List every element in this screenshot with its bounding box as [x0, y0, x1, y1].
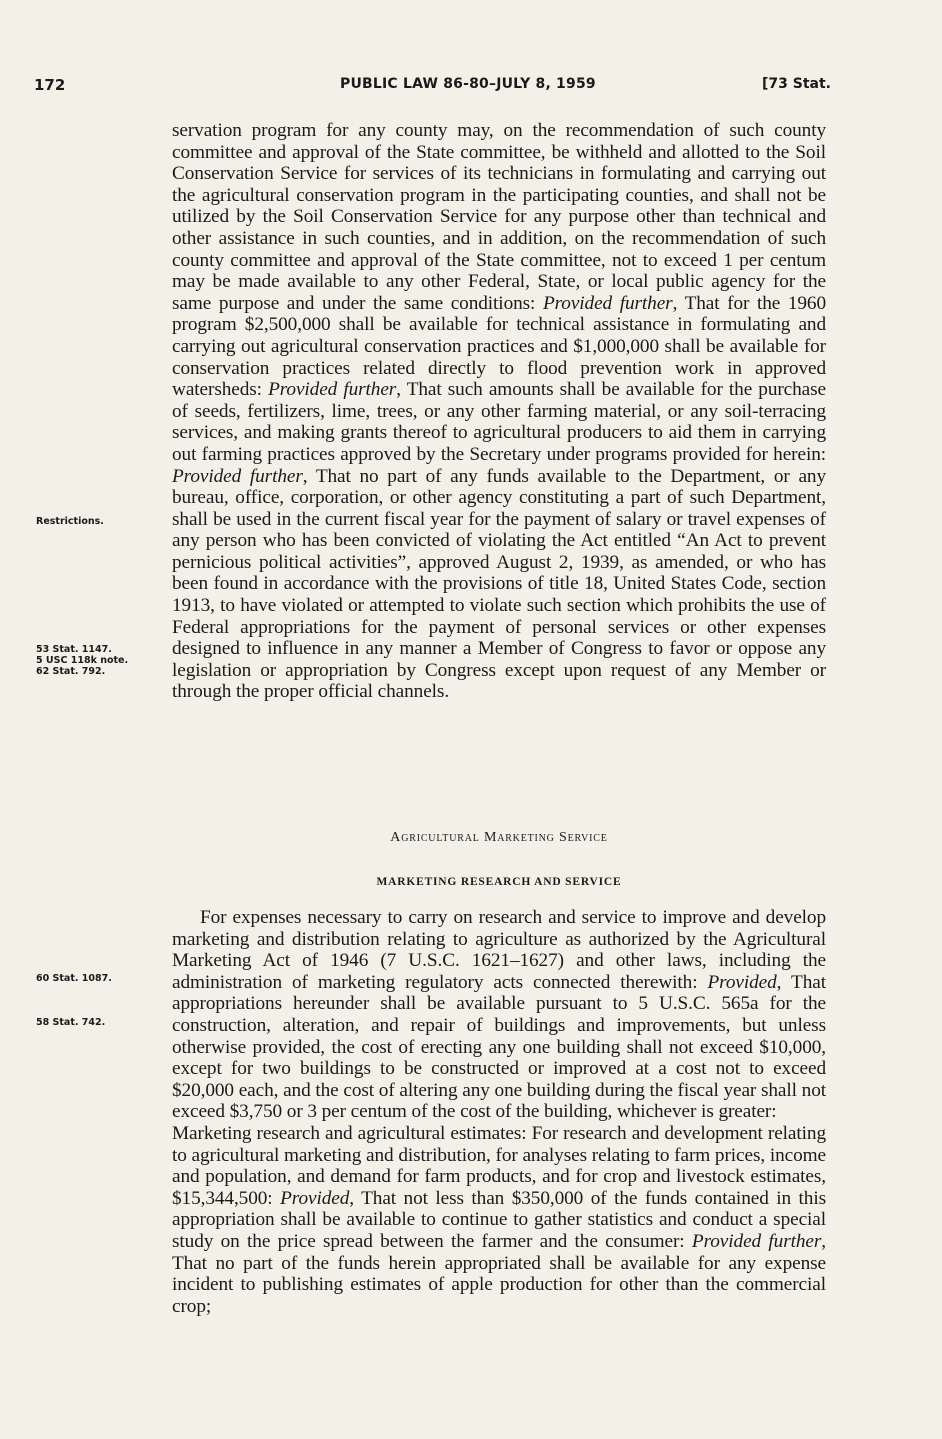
margin-note-citation-58-stat: 58 Stat. 742. [36, 1017, 106, 1028]
proviso-italic: Provided further [268, 379, 397, 401]
text-run: For expenses necessary to carry on research and service to improve and develop marketing and distribution relating to agriculture as authorized by the Agricultural Marketing Act of 1946 (7 U.S.C. 1621–1627) and other laws, including the administration of marketing regulatory acts connected therewith: [172, 907, 826, 993]
text-run: servation program for any county may, on the recommendation of such county committee and approval of the State committee, be withheld and allotted to the Soil Conservation Service for services of its technicians in formulating and carrying out the agricultural conservation program in the participating counties, and shall not be utilized by the Soil Conservation Service for any purpose other than technical and other assistance in such counties, and in addition, on the recommendation of such county committee and approval of the State committee, not to exceed 1 per centum may be made available to any other Federal, State, or local public agency for the same purpose and under the same conditions: [172, 120, 826, 314]
stat-reference: [73 Stat. [762, 76, 831, 92]
proviso-italic: Provided [280, 1187, 350, 1209]
paragraph-1-text [172, 120, 826, 703]
margin-note-citations: 53 Stat. 1147. 5 USC 118k note. 62 Stat. 792. [36, 644, 129, 677]
text-run: , That no part of the funds herein appropriated shall be available for any expense incident to publishing estimates of apple production for other than the commercial crop; [172, 1230, 827, 1317]
paragraph-2-text [172, 907, 826, 1123]
text-run: , That appropriations hereunder shall be available pursuant to 5 U.S.C. 565a for the construction, alteration, and repair of buildings and improvements, but unless otherwise provided, the cost of erecting any one building shall not exceed $10,000, except for two buildings to be constructed or improved at a cost not to exceed $20,000 each, and the cost of altering any one building during the fiscal year shall not exceed $3,750 or 3 per centum of the cost of the building, whichever is greater: [172, 971, 826, 1123]
margin-note-restrictions: Restrictions. [36, 516, 104, 527]
running-head: PUBLIC LAW 86-80–JULY 8, 1959 [340, 76, 596, 92]
text-run: , That not less than $350,000 of the funds contained in this appropriation shall be available to continue to gather statistics and conduct a special study on the price spread between the farmer and the consumer: [172, 1187, 826, 1252]
proviso-italic: Provided [707, 971, 777, 993]
page-number: 172 [34, 76, 66, 94]
text-run: , That such amounts shall be available for the purchase of seeds, fertilizers, lime, trees, or any other farming material, or any soil-terracing services, and making grants thereof to agricultural producers to aid them in carrying out farming practices approved by the Secretary under programs provided for herein: [172, 379, 826, 465]
section-subheading: MARKETING RESEARCH AND SERVICE [376, 876, 622, 888]
margin-note-citation-60-stat: 60 Stat. 1087. [36, 973, 112, 984]
proviso-italic: Provided further [691, 1230, 822, 1252]
text-run: , That for the 1960 program $2,500,000 shall be available for technical assistance in formulating and carrying out agricultural conservation practices and $1,000,000 shall be available for conservation practices related directly to flood prevention work in approved watersheds: [172, 292, 826, 401]
marketing-section-body [172, 907, 826, 1317]
agency-heading: Agricultural Marketing Service [390, 830, 608, 845]
proviso-italic: Provided further [172, 465, 303, 487]
proviso-italic: Provided further [542, 292, 673, 314]
paragraph-conservation [172, 120, 826, 703]
text-run: Marketing research and agricultural estimates: For research and development relating to agricultural marketing and distribution, for analyses relating to farm prices, income and population, and demand for farm products, and for crop and livestock estimates, $15,344,500: [172, 1122, 826, 1209]
paragraph-3-text [172, 1123, 826, 1317]
text-run: , That no part of any funds available to the Department, or any bureau, office, corporation, or other agency constituting a part of such Department, shall be used in the current fiscal year for the payment of salary or travel expenses of any person who has been convicted of violating the Act entitled “An Act to prevent pernicious political activities”, approved August 2, 1939, as amended, or who has been found in accordance with the provisions of title 18, United States Code, section 1913, to have violated or attempted to violate such section which prohibits the use of Federal appropriations for the payment of personal services or other expenses designed to influence in any manner a Member of Congress to favor or oppose any legislation or appropriation by Congress except upon request of any Member or through the proper official channels. [172, 465, 826, 703]
page-header [0, 76, 942, 100]
